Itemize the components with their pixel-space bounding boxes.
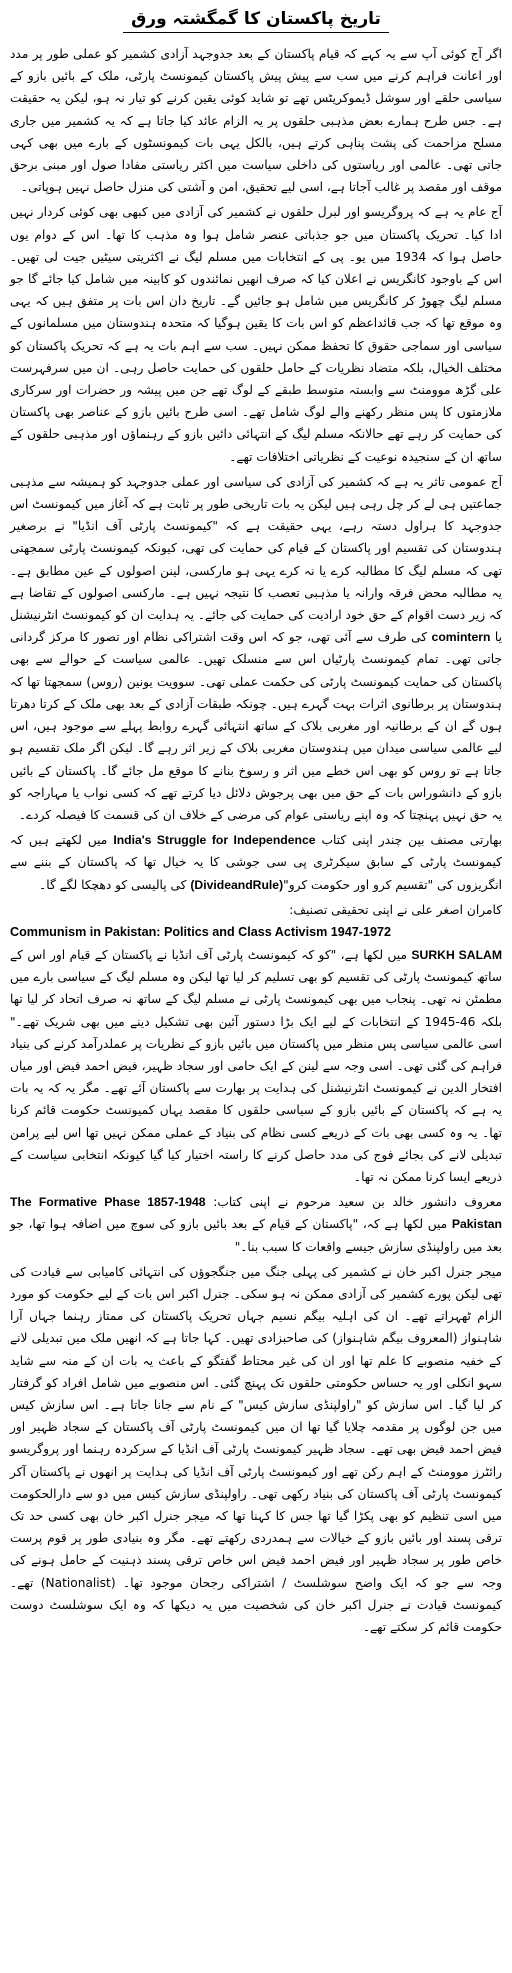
article-body: [10, 43, 502, 1638]
paragraph-4-text-c: کی پالیسی کو دھچکا لگے گا۔: [39, 877, 187, 892]
paragraph-6: [10, 1191, 502, 1258]
divide-and-rule-term: (DivideandRule): [190, 877, 284, 892]
paragraph-5-text: میں لکھا ہے، "کو کہ کیمونسٹ پارٹی آف انڈیا نے پاکستان کے قیام اور اس کے ساتھ کیمونسٹ پارٹی کی تقسیم کو بھی تسلیم کر لیا تھا لیکن وہ مسلم لیگ کے سیاسی بارے میں مطمئن نہ تھی۔ پنجاب میں بھی کیمونسٹ پارٹی نے مسلم لیگ کے ساتھ نہ صرف اتحاد کر لیا تھا بلکہ 46-1945 کے انتخابات کے لیے ایک بڑا دستور آئین بھی تشکیل دینے میں بھی شریک تھے۔" اسی عالمی سیاسی پس منظر میں پاکستان میں بائیں بازو کے نظریات پر عملدرآمد کرنے کی بنیاد فراہم کی گئی تھی۔ اسی وجہ سے لینن کے ایک حامی اور سجاد ظہیر، فیض احمد فیض اور میاں افتخار الدین نے کیمونسٹ انٹرنیشنل کی ہدایت پر بھارت سے پاکستان آئے تھے۔ مگر یہ کہ یہ بات یہ ہے کہ پاکستان کے بائیں بازو کے سیاسی حلقوں کا مقصد یہاں کمیونسٹ حکومت قائم کرنا تھا۔ یہ وہ کسی بھی بات کے ذریعے کسی نظام کی بنیاد کے عملی ممکن نہیں تھا اس لیے پرامن تبدیلی لانے کی بجائے فوج کی مدد حاصل کرنے کا راستہ اختیار کیا گیا کیونکہ انتخابی سیاست کے ذریعے ایسا کرنا ممکن نہ تھا۔: [10, 947, 502, 1184]
article-title: تاریخ پاکستان کا گمگشتہ ورق: [123, 8, 389, 33]
paragraph-5: [10, 944, 502, 1188]
paragraph-6-text-c: سازش جیسے واقعات کا سبب بنا۔": [234, 1239, 414, 1254]
paragraph-6-text-b: میں لکھا ہے کہ، "پاکستان کے قیام کے بعد بائیں بازو کی سوچ میں اضافہ ہوا تھا، جو بعد میں راولپنڈی: [10, 1217, 502, 1254]
paragraph-4-text-b: میں لکھتے ہیں کہ کیمونسٹ پارٹی کے سابق سیکرٹری پی سی جوشی کا یہ خیال تھا کہ پاکستان کے بننے سے انگریزوں کی "تقسیم کرو اور حکومت کرو": [10, 833, 502, 892]
paragraph-1: اگر آج کوئی آپ سے یہ کہے کہ قیام پاکستان کے بعد جدوجہد آزادی کشمیر کو عملی طور پر مدد اور اعانت فراہم کرنے میں سب سے پیش پیش پاکستان کیمونسٹ پارٹی، ملک کے بائیں بازو کے سیاسی حلقے اور سوشل ڈیموکریٹس تھے تو شاید کوئی یقین کرنے کو تیار نہ ہو، لیکن یہ حقیقت ہے۔ جس طرح ہمارے بعض مذہبی حلقوں پر یہ الزام عائد کیا جاتا ہے کہ یہ کشمیر میں جاری مسلح مزاحمت کی پشت پناہی کرتے ہیں، بالکل یہی بات کیمونسٹوں کے بارے میں بھی کہی جاتی تھی۔ عالمی اور ریاستوں کی داخلی سیاست میں اکثر ریاستی مفادا صول اور مبنی برحق موقف اور مقصد پر غالب آجاتا ہے، اسی لیے تحقیق، امن و آشتی کی منزل حاصل نہیں ہوپاتی۔: [10, 47, 502, 195]
paragraph-2: آج عام یہ ہے کہ پروگریسو اور لبرل حلقوں نے کشمیر کی آزادی میں کبھی بھی کوئی کردار نہیں ادا کیا۔ تحریک پاکستان میں جو جذباتی عنصر شامل ہوا وہ مذہب کا تھا۔ اس کے دوام یوں حاصل ہوا کہ 1934 میں یو۔ پی کے انتخابات میں مسلم لیگ نے اکثریتی سیٹیں جیت لی تھیں۔ اس کے باوجود کانگریس نے اعلان کیا کہ صرف انھیں نمائندوں کو کابینہ میں شامل کیا جائے گا جو مسلم لیگ چھوڑ کر کانگریس میں شامل ہو جائیں گے۔ تاریخ دان اس بات پر متفق ہیں کہ یہی وہ موقع تھا کہ جب قائداعظم کو اس بات کا یقین ہوگیا کہ متحدہ ہندوستان میں مسلمانوں کے سیاسی اور سماجی حقوق کا تحفظ ممکن نہیں۔ سب سے اہم بات یہ ہے کہ تحریک پاکستان کو مختلف الخیال، بلکہ متضاد نظریات کے حامل حلقوں کی حمایت حاصل رہی۔ ان میں سرفہرست علی گڑھ موومنٹ سے وابستہ متوسط طبقے کے لوگ تھے جن میں پیشہ ور حضرات اور سرکاری ملازمتوں کا پس منظر رکھنے والے لوگ شامل تھے۔ اسی طرح بائیں بازو کے عناصر بھی پاکستان کی حمایت کر رہے تھے حالانکہ مسلم لیگ کے انتہائی دائیں بازو کے رہنماؤں اور مذہبی حلقوں کے ساتھ ان کے سنجیدہ نوعیت کے نظریاتی اختلافات تھے۔: [10, 205, 502, 464]
pakistan-word: Pakistan: [451, 1217, 502, 1232]
book-title-communism-in-pakistan: Communism in Pakistan: Politics and Class Activism 1947-1972: [10, 924, 391, 939]
paragraph-4-text-a: بھارتی مصنف بپن چندر اپنی کتاب: [321, 833, 503, 848]
title-wrap: [10, 8, 502, 33]
paragraph-3-text-a: آج عمومی تاثر یہ ہے کہ کشمیر کی آزادی کی سیاسی اور عملی جدوجہد کو ہمیشہ سے مذہبی جماعتیں ہی لے کر چل رہی ہیں لیکن یہ بات تاریخی طور پر ثابت ہے کہ آغاز میں کیمونسٹ اس جدوجہد کا ہراول دستہ رہے، یہی حقیقت ہے کہ "کیمونسٹ پارٹی آف انڈیا" نے برصغیر ہندوستان کی تقسیم اور پاکستان کے قیام کی حمایت کی تھی، کیونکہ کیمونسٹ پارٹی سمجھتی تھی کہ مسلم لیگ کا مطالبہ کرے یا نہ کرے یہی ہو مارکسی، لینن اصولوں کے عین مطابق ہے۔ یہ مطالبہ محض فرقہ وارانہ یا مذہبی تعصب کا نتیجہ نہیں ہے۔ مارکسی اصولوں کے تقاضا ہے کہ زیر دست اقوام کے حق خود ارادیت کی حمایت کی جائے۔ یہ ہدایت ان کو کیمونسٹ انٹرنیشنل یا: [10, 474, 503, 645]
paragraph-5-caption: کامران اصغر علی نے اپنی تحقیقی تصنیف:: [289, 902, 502, 917]
paragraph-4: [10, 829, 502, 896]
paragraph-7: میجر جنرل اکبر خان نے کشمیر کی پہلی جنگ میں جنگجوؤں کی انتہائی کامیابی سے قیادت کی تھی لیکن پورے کشمیر کی آزادی ممکن نہ ہو سکی۔ جنرل اکبر اس بات کے لیے حکومت کو مورد الزام ٹھہراتے تھے۔ ان کی اہلیہ بیگم نسیم جہاں تحریک پاکستان کی ممتاز رہنما جہاں آرا شاہنواز (المعروف بیگم شاہنواز) کی صاحبزادی تھیں۔ کہا جاتا ہے کہ انھیں ملک میں تبدیلی لانے کے خفیہ منصوبے کا علم تھا اور ان کی غیر محتاط گفتگو کے باعث یہ بات ان کے منہ سے شاید سہو انکلی اور یہ حساس حکومتی حلقوں تک پہنچ گئی۔ اس منصوبے میں شامل افراد کو گرفتار کر لیا گیا۔ اس سازش کو "راولپنڈی سازش کیس" کے نام سے جانا جاتا ہے۔ اس سازش کیس میں جن لوگوں پر مقدمہ چلایا گیا تھا ان میں کیمونسٹ پارٹی آف پاکستان کے سجاد ظہیر اور فیض احمد فیض بھی تھے۔ سجاد ظہیر کیمونسٹ پارٹی آف انڈیا کے سرکردہ رہنما اور پروگریسو رائٹرز موومنٹ کے اہم رکن تھے اور کیمونسٹ پارٹی آف انڈیا کی ہدایت پر انھوں نے پاکستان آکر کیمونسٹ پارٹی آف پاکستان کی بنیاد رکھی تھی۔ راولپنڈی سازش کیس میں دو سے دارالحکومت میں اسی تنظیم کو بھی پکڑا گیا تھا جس کا کہنا تھا کہ میجر جنرل اکبر خان بھی کسی حد تک ترقی پسند اور بائیں بازو کے خیالات سے ہمدردی رکھتے تھے۔ مگر وہ بنیادی طور پر قوم پرست خاص طور پر سجاد ظہیر اور فیض احمد فیض اس خاص ترقی پسند ذہنیت کے حامل ہونے کی وجہ سے جو کہ ایک واضح سوشلسٹ / اشتراکی رجحان موجود تھا۔ (Nationalist) تھے۔ کیمونسٹ قیادت نے جنرل اکبر خان کی شخصیت میں یہ دیکھا کہ وہ ایک سوشلسٹ دوست حکومت قائم کر سکتے تھے۔: [10, 1264, 502, 1635]
paragraph-6-text-a: معروف دانشور خالد بن سعید مرحوم نے اپنی کتاب:: [213, 1195, 503, 1210]
book-title-formative-phase: The Formative Phase 1857-1948: [10, 1195, 206, 1210]
comintern-term: comintern: [431, 630, 491, 645]
book-subtitle-surkh-salam: SURKH SALAM: [411, 947, 502, 962]
paragraph-3: [10, 471, 502, 826]
paragraph-3-text-b: کی طرف سے آئی تھی، جو کہ اس وقت اشتراکی نظام اور تصور کا مرکز گردانی جاتی تھی۔ تمام کیمونسٹ پارٹیاں اس سے منسلک تھیں۔ عالمی سیاست کے حوالے سے بھی پاکستان کی حمایت کیمونسٹ پارٹی کی حکمت عملی تھی۔ سوویت یونین (روس) سمجھتا تھا کہ ہندوستان پر برطانوی اثرات بہت گہرے ہیں۔ چونکہ طبقات آزادی کے بعد بھی ملک کے کرتا دھرتا ہوں گے ان کے برطانیہ اور مغربی بلاک کے ساتھ انتہائی گہرے روابط پہلے سے موجود ہیں، اس لیے عالمی سیاسی میدان میں ہندوستان مغربی بلاک کے زیر اثر رہے گا۔ لیکن اگر ملک تقسیم ہو جاتا ہے تو روس کو بھی اس خطے میں اثر و رسوخ بنانے کا موقع مل جائے گا۔ پاکستان کے بائیں بازو کے دانشوراس بات کے حق میں بھی پرجوش دلائل دیا کرتے تھے کہ کسی نواب یا مہاراجہ کو یہ حق نہیں پہنچتا کہ وہ اپنے ریاستی عوام کی مرضی کے خلاف ان کی قسمت کا فیصلہ کردے۔: [10, 630, 502, 822]
book-title-indias-struggle: India's Struggle for Independence: [113, 833, 316, 848]
